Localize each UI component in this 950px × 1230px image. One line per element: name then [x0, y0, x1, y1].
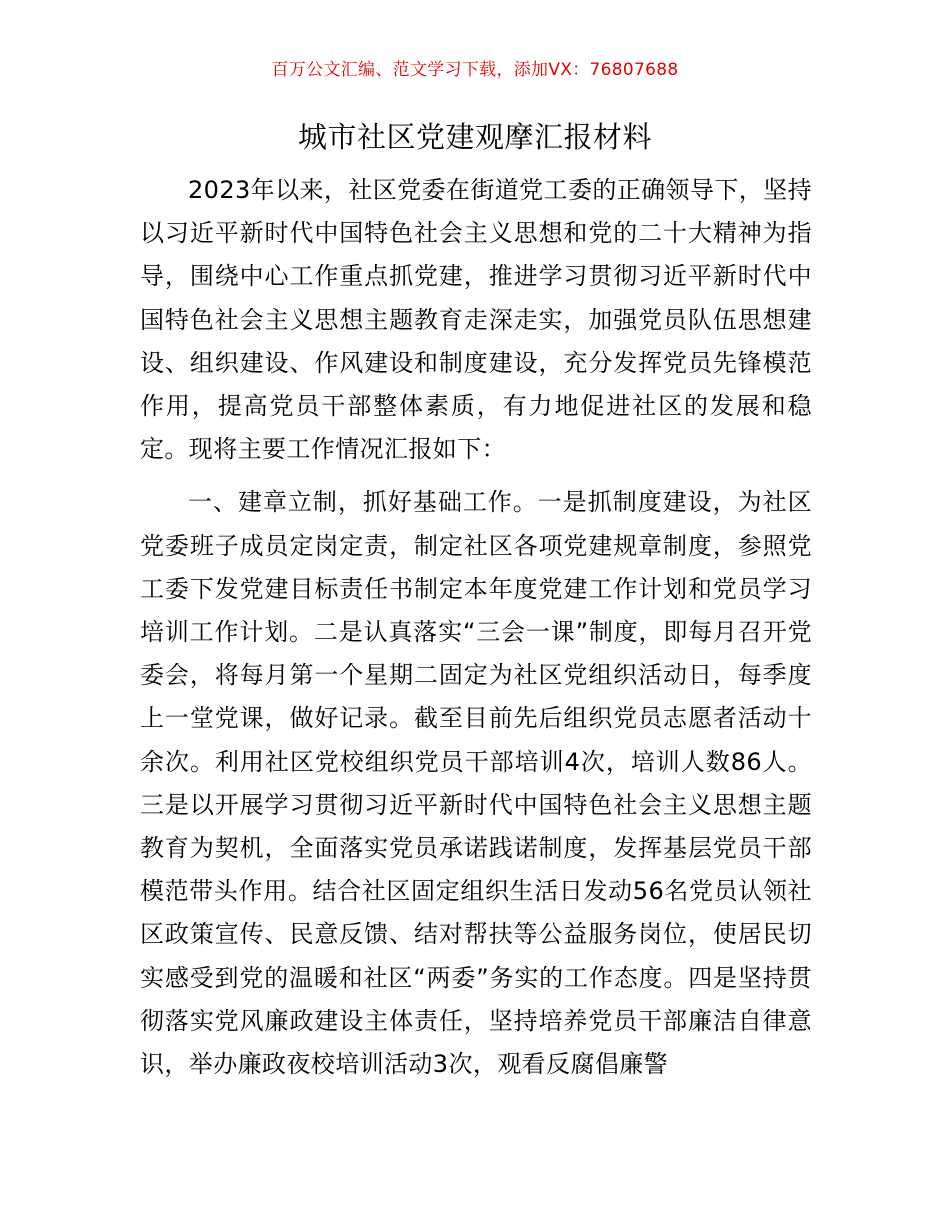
- document-title: 城市社区党建观摩汇报材料: [297, 120, 652, 154]
- paragraph-intro: 2023年以来，社区党委在街道党工委的正确领导下，坚持以习近平新时代中国特色社会主义思想和党的二十大精神为指导，围绕中心工作重点抓党建，推进学习贯彻习近平新时代中国特色社会主义思想主题教育走深走实，加强党员队伍思想建设、组织建设、作风建设和制度建设，充分发挥党员先锋模范作用，提高党员干部整体素质，有力地促进社区的发展和稳定。现将主要工作情况汇报如下：: [140, 176, 812, 464]
- document-body: [140, 169, 812, 1086]
- paragraph-section-one: 一、建章立制，抓好基础工作。一是抓制度建设，为社区党委班子成员定岗定责，制定社区各项党建规章制度，参照党工委下发党建目标责任书制定本年度党建工作计划和党员学习培训工作计划。二是认真落实“三会一课”制度，即每月召开党委会，将每月第一个星期二固定为社区党组织活动日，每季度上一堂党课，做好记录。截至目前先后组织党员志愿者活动十余次。利用社区党校组织党员干部培训4次，培训人数86人。三是以开展学习贯彻习近平新时代中国特色社会主义思想主题教育为契机，全面落实党员承诺践诺制度，发挥基层党员干部模范带头作用。结合社区固定组织生活日发动56名党员认领社区政策宣传、民意反馈、结对帮扶等公益服务岗位，使居民切实感受到党的温暖和社区“两委”务实的工作态度。四是坚持贯彻落实党风廉政建设主体责任，坚持培养党员干部廉洁自律意识，举办廉政夜校培训活动3次，观看反腐倡廉警: [140, 488, 812, 1079]
- watermark-header: 百万公文汇编、范文学习下载，添加VX：76807688: [271, 60, 679, 80]
